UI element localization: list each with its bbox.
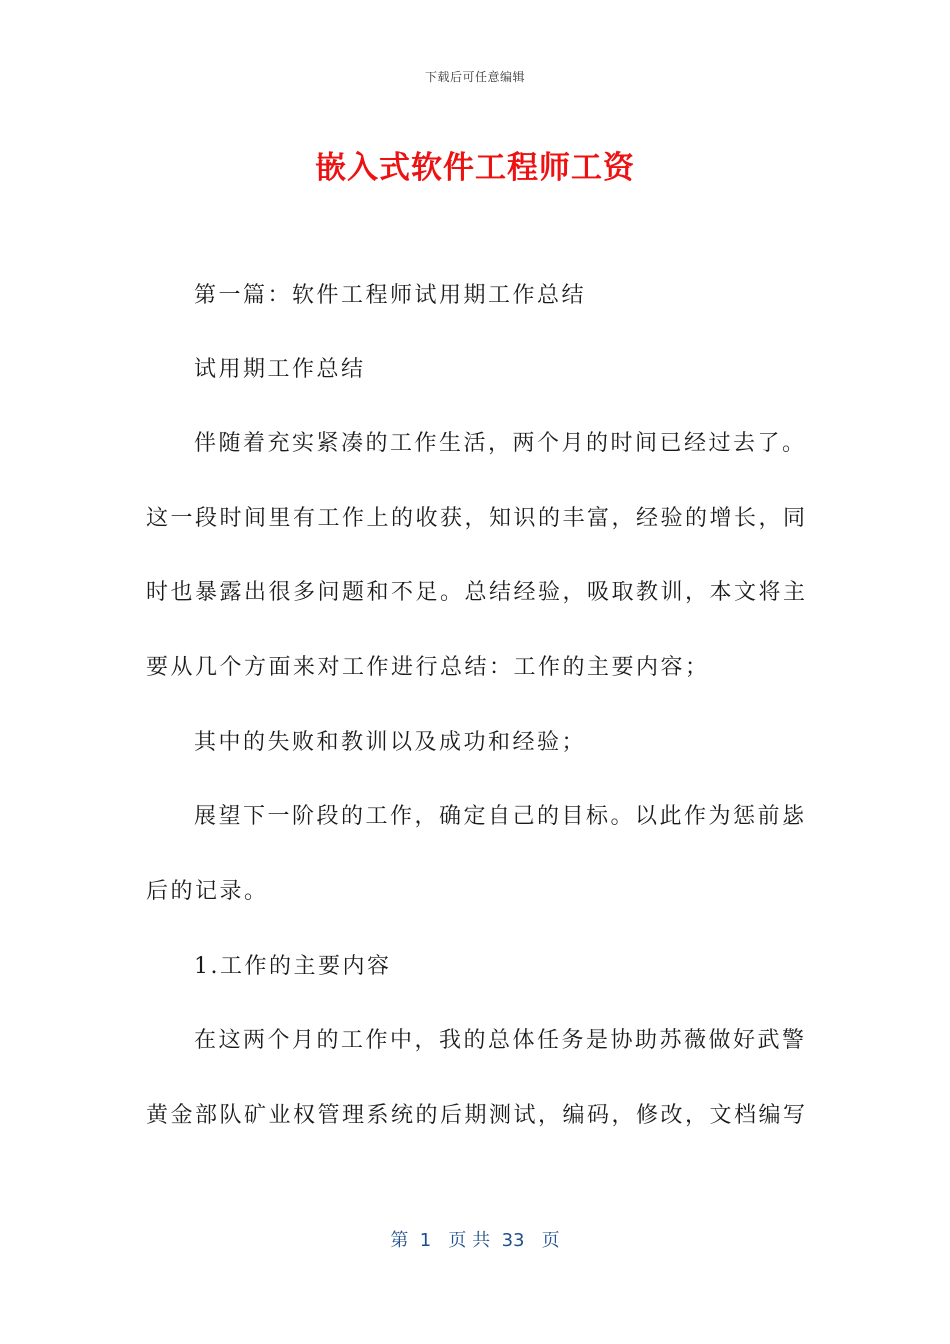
paragraph-line: 要从几个方面来对工作进行总结：工作的主要内容； (146, 655, 710, 680)
subheading: 试用期工作总结 (194, 357, 366, 382)
section-heading: 第一篇：软件工程师试用期工作总结 (194, 283, 587, 308)
paragraph-line: 展望下一阶段的工作，确定自己的目标。以此作为惩前毖 (194, 804, 807, 829)
paragraph-line: 在这两个月的工作中，我的总体任务是协助苏薇做好武警 (194, 1028, 807, 1053)
document-title: 嵌入式软件工程师工资 (315, 150, 635, 186)
paragraph-line: 伴随着充实紧凑的工作生活，两个月的时间已经过去了。 (194, 431, 807, 456)
paragraph-line: 后的记录。 (146, 879, 269, 904)
paragraph-line: 时也暴露出很多问题和不足。总结经验，吸取教训，本文将主 (146, 580, 808, 605)
page-footer: 第 1 页 共 33 页 (390, 1230, 560, 1251)
paragraph-line: 这一段时间里有工作上的收获，知识的丰富，经验的增长，同 (146, 506, 808, 531)
header-note: 下载后可任意编辑 (424, 70, 525, 84)
paragraph-line: 黄金部队矿业权管理系统的后期测试，编码，修改，文档编写 (146, 1103, 808, 1128)
numbered-heading: 1.工作的主要内容 (194, 954, 392, 979)
paragraph-line: 其中的失败和教训以及成功和经验； (194, 730, 587, 755)
